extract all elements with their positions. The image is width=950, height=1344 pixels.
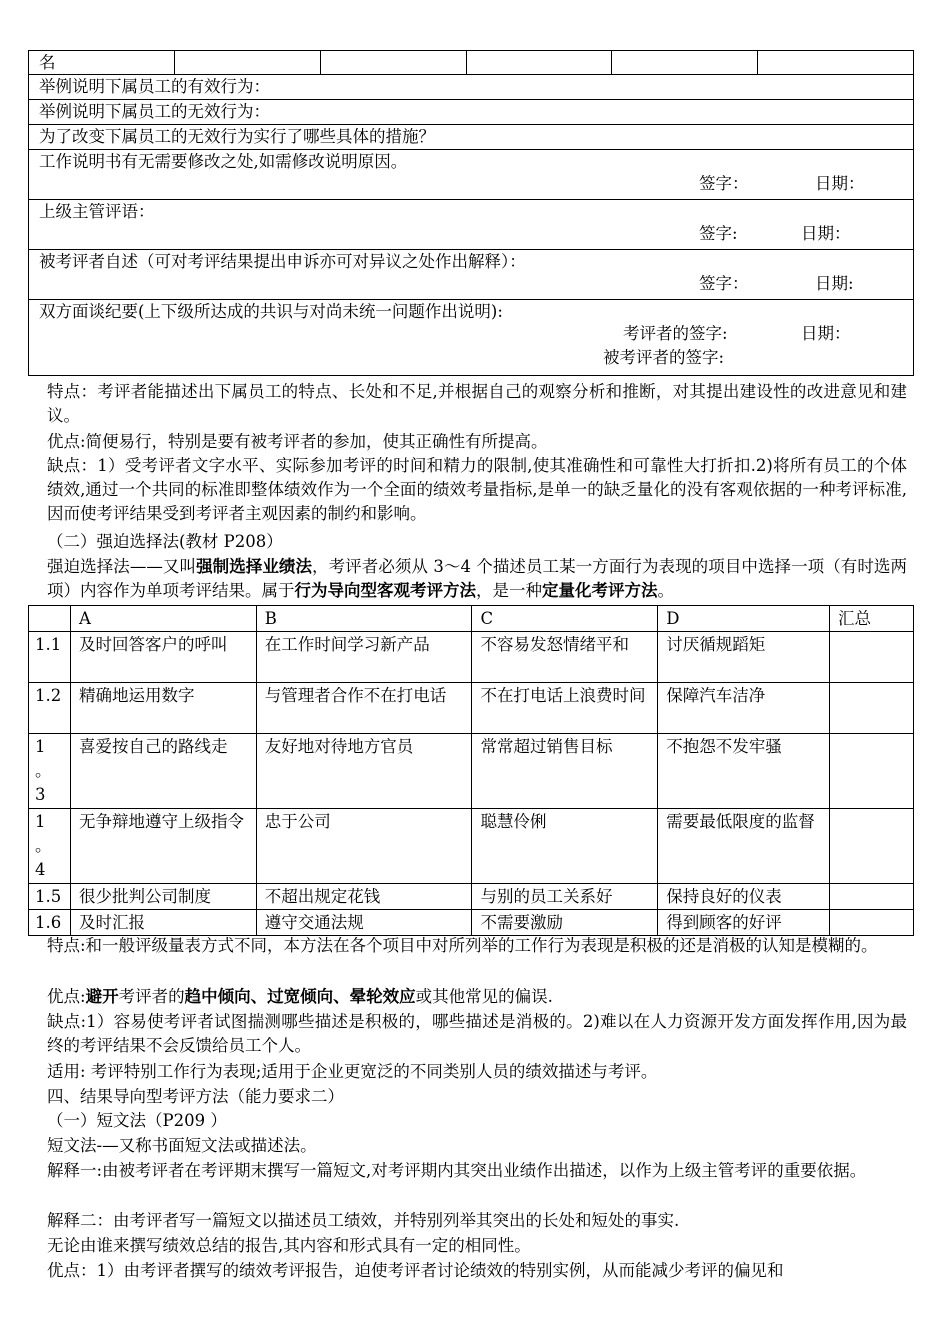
bold-term: 行为导向型客观考评方法: [294, 581, 476, 600]
option-a[interactable]: 及时汇报: [70, 910, 256, 936]
row-number: 1.1: [29, 632, 71, 683]
row-number: 1.5: [29, 884, 71, 910]
date-label: 日期：: [815, 174, 865, 193]
definition-paragraph: [47, 555, 907, 603]
blank-cell[interactable]: [320, 51, 466, 75]
total-cell[interactable]: [830, 809, 914, 884]
section-heading: （二）强迫选择法(教材 P208）: [47, 532, 283, 551]
option-b[interactable]: 与管理者合作不在打电话: [256, 683, 472, 734]
option-d[interactable]: 需要最低限度的监督: [658, 809, 830, 884]
evaluation-form-table: [28, 50, 914, 376]
usage-paragraph: 适用: 考评特别工作行为表现;适用于企业更宽泛的不同类别人员的绩效描述与考评。: [47, 1062, 658, 1081]
option-a[interactable]: 喜爱按自己的路线走: [70, 734, 256, 809]
table-row: [29, 809, 914, 884]
name-label: 名: [39, 53, 56, 72]
option-a[interactable]: 精确地运用数字: [70, 683, 256, 734]
total-cell[interactable]: [830, 632, 914, 683]
row-number: 1 。 4: [29, 809, 71, 884]
option-d[interactable]: 不抱怨不发牢骚: [658, 734, 830, 809]
option-d[interactable]: 保障汽车洁净: [658, 683, 830, 734]
option-a[interactable]: 很少批判公司制度: [70, 884, 256, 910]
sign-label: 签字:: [699, 224, 738, 243]
interview-summary-label: 双方面谈纪要(上下级所达成的共识与对尚未统一问题作出说明):: [39, 302, 503, 321]
measures-label: 为了改变下属员工的无效行为实行了哪些具体的措施？: [39, 127, 435, 146]
pros-text: 考评者的: [118, 987, 185, 1006]
cons-paragraph: 缺点:1）容易使考评者试图揣测哪些描述是积极的，哪些描述是消极的。2)难以在人力资源开发方面发挥作用,因为最终的考评结果不会反馈给员工个人。: [47, 1012, 907, 1055]
sign-label: 签字：: [699, 274, 749, 293]
pros-text: 或其他常见的偏误.: [415, 987, 553, 1006]
self-statement-field[interactable]: [29, 250, 914, 300]
row-number: 1 。 3: [29, 734, 71, 809]
option-b[interactable]: 遵守交通法规: [256, 910, 472, 936]
option-c[interactable]: 不在打电话上浪费时间: [472, 683, 658, 734]
blank-cell[interactable]: [174, 51, 320, 75]
pros-paragraph: [47, 985, 907, 1009]
total-cell[interactable]: [830, 734, 914, 809]
interview-summary-field[interactable]: [29, 300, 914, 376]
definition-text: 。: [657, 581, 674, 600]
bold-term: 定量化考评方法: [542, 581, 658, 600]
bold-term: 过宽倾向: [267, 987, 334, 1006]
total-cell[interactable]: [830, 683, 914, 734]
option-c[interactable]: 常常超过销售目标: [472, 734, 658, 809]
separator: 、: [333, 987, 350, 1006]
name-label-cell: [29, 51, 175, 75]
option-b[interactable]: 不超出规定花钱: [256, 884, 472, 910]
evaluator-sign-label: 考评者的签字:: [623, 324, 728, 343]
bold-term: 避开: [85, 987, 119, 1006]
forced-choice-table: [28, 605, 914, 936]
ineffective-behavior-field[interactable]: [29, 100, 914, 125]
pros-text: 优点:: [47, 987, 86, 1006]
header-cell: 汇总: [830, 606, 914, 632]
option-d[interactable]: 得到顾客的好评: [658, 910, 830, 936]
definition-text: 强迫选择法——又叫: [47, 557, 197, 576]
table-header-row: [29, 606, 914, 632]
option-c[interactable]: 不容易发怒情绪平和: [472, 632, 658, 683]
table-row: [29, 884, 914, 910]
job-description-field[interactable]: [29, 150, 914, 200]
definition-text: ，是一种: [476, 581, 542, 600]
blank-cell[interactable]: [758, 51, 914, 75]
date-label: 日期：: [801, 224, 851, 243]
blank-cell[interactable]: [466, 51, 612, 75]
section-heading: 四、结果导向型考评方法（能力要求二）: [47, 1087, 344, 1106]
table-row: [29, 632, 914, 683]
total-cell[interactable]: [830, 910, 914, 936]
definition-text: ，考评者必须从 3～4 个描述员工某一方面行为表现的项目中选择一项（有时选两项）内容作为单项考评结果。属于: [47, 557, 908, 600]
ineffective-behavior-label: 举例说明下属员工的无效行为：: [39, 102, 270, 121]
option-c[interactable]: 聪慧伶俐: [472, 809, 658, 884]
cons-paragraph: 缺点：1）受考评者文字水平、实际参加考评的时间和精力的限制,使其准确性和可靠性大打折扣.2)将所有员工的个体绩效,通过一个共同的标准即整体绩效作为一个全面的绩效考量指标,是单一的缺乏量化的没有客观依据的一种考评标准,因而使考评结果受到考评者主观因素的制约和影响。: [47, 456, 907, 523]
header-cell: B: [256, 606, 472, 632]
sign-label: 签字：: [699, 174, 749, 193]
pros-paragraph: 优点:简便易行，特别是要有被考评者的参加，使其正确性有所提高。: [47, 432, 548, 451]
option-c[interactable]: 与别的员工关系好: [472, 884, 658, 910]
effective-behavior-label: 举例说明下属员工的有效行为：: [39, 77, 270, 96]
effective-behavior-field[interactable]: [29, 75, 914, 100]
total-cell[interactable]: [830, 884, 914, 910]
subsection-heading: （一）短文法（P209 ）: [47, 1111, 227, 1130]
row-number: 1.6: [29, 910, 71, 936]
pros-paragraph: 优点：1）由考评者撰写的绩效考评报告，迫使考评者讨论绩效的特别实例，从而能减少考评的偏见和: [47, 1261, 784, 1280]
date-label: 日期:: [815, 274, 854, 293]
table-row: [29, 910, 914, 936]
header-cell: D: [658, 606, 830, 632]
common-paragraph: 无论由谁来撰写绩效总结的报告,其内容和形式具有一定的相同性。: [47, 1236, 531, 1255]
option-d[interactable]: 保持良好的仪表: [658, 884, 830, 910]
option-b[interactable]: 友好地对待地方官员: [256, 734, 472, 809]
option-d[interactable]: 讨厌循规蹈矩: [658, 632, 830, 683]
option-c[interactable]: 不需要激励: [472, 910, 658, 936]
header-cell: A: [70, 606, 256, 632]
explanation-2-paragraph: 解释二：由考评者写一篇短文以描述员工绩效，并特别列举其突出的长处和短处的事实.: [47, 1211, 680, 1230]
traits-paragraph: 特点：考评者能描述出下属员工的特点、长处和不足,并根据自己的观察分析和推断，对其提出建设性的改进意见和建议。: [47, 382, 907, 425]
measures-field[interactable]: [29, 125, 914, 150]
explanation-1-paragraph: 解释一:由被考评者在考评期末撰写一篇短文,对考评期内其突出业绩作出描述，以作为上级主管考评的重要依据。: [47, 1161, 867, 1180]
bold-term: 趋中倾向: [184, 987, 251, 1006]
definition-paragraph: 短文法-—又称书面短文法或描述法。: [47, 1136, 317, 1155]
blank-cell[interactable]: [612, 51, 758, 75]
self-statement-label: 被考评者自述（可对考评结果提出申诉亦可对异议之处作出解释）：: [39, 252, 526, 271]
table-row: [29, 683, 914, 734]
traits-paragraph: 特点:和一般评级量表方式不同，本方法在各个项目中对所列举的工作行为表现是积极的还是消极的认知是模糊的。: [47, 936, 878, 955]
option-b[interactable]: 在工作时间学习新产品: [256, 632, 472, 683]
header-cell: [29, 606, 71, 632]
separator: 、: [250, 987, 268, 1006]
option-b[interactable]: 忠于公司: [256, 809, 472, 884]
supervisor-comment-field[interactable]: [29, 200, 914, 250]
row-number: 1.2: [29, 683, 71, 734]
evaluatee-sign-label: 被考评者的签字:: [603, 348, 725, 367]
supervisor-comment-label: 上级主管评语：: [39, 202, 155, 221]
option-a[interactable]: 无争辩地遵守上级指令: [70, 809, 256, 884]
table-row: [29, 734, 914, 809]
option-a[interactable]: 及时回答客户的呼叫: [70, 632, 256, 683]
bold-term: 晕轮效应: [349, 987, 416, 1006]
bold-term: 强制选择业绩法: [196, 557, 313, 576]
header-cell: C: [472, 606, 658, 632]
date-label: 日期：: [801, 324, 851, 343]
job-description-label: 工作说明书有无需要修改之处,如需修改说明原因。: [39, 152, 408, 171]
